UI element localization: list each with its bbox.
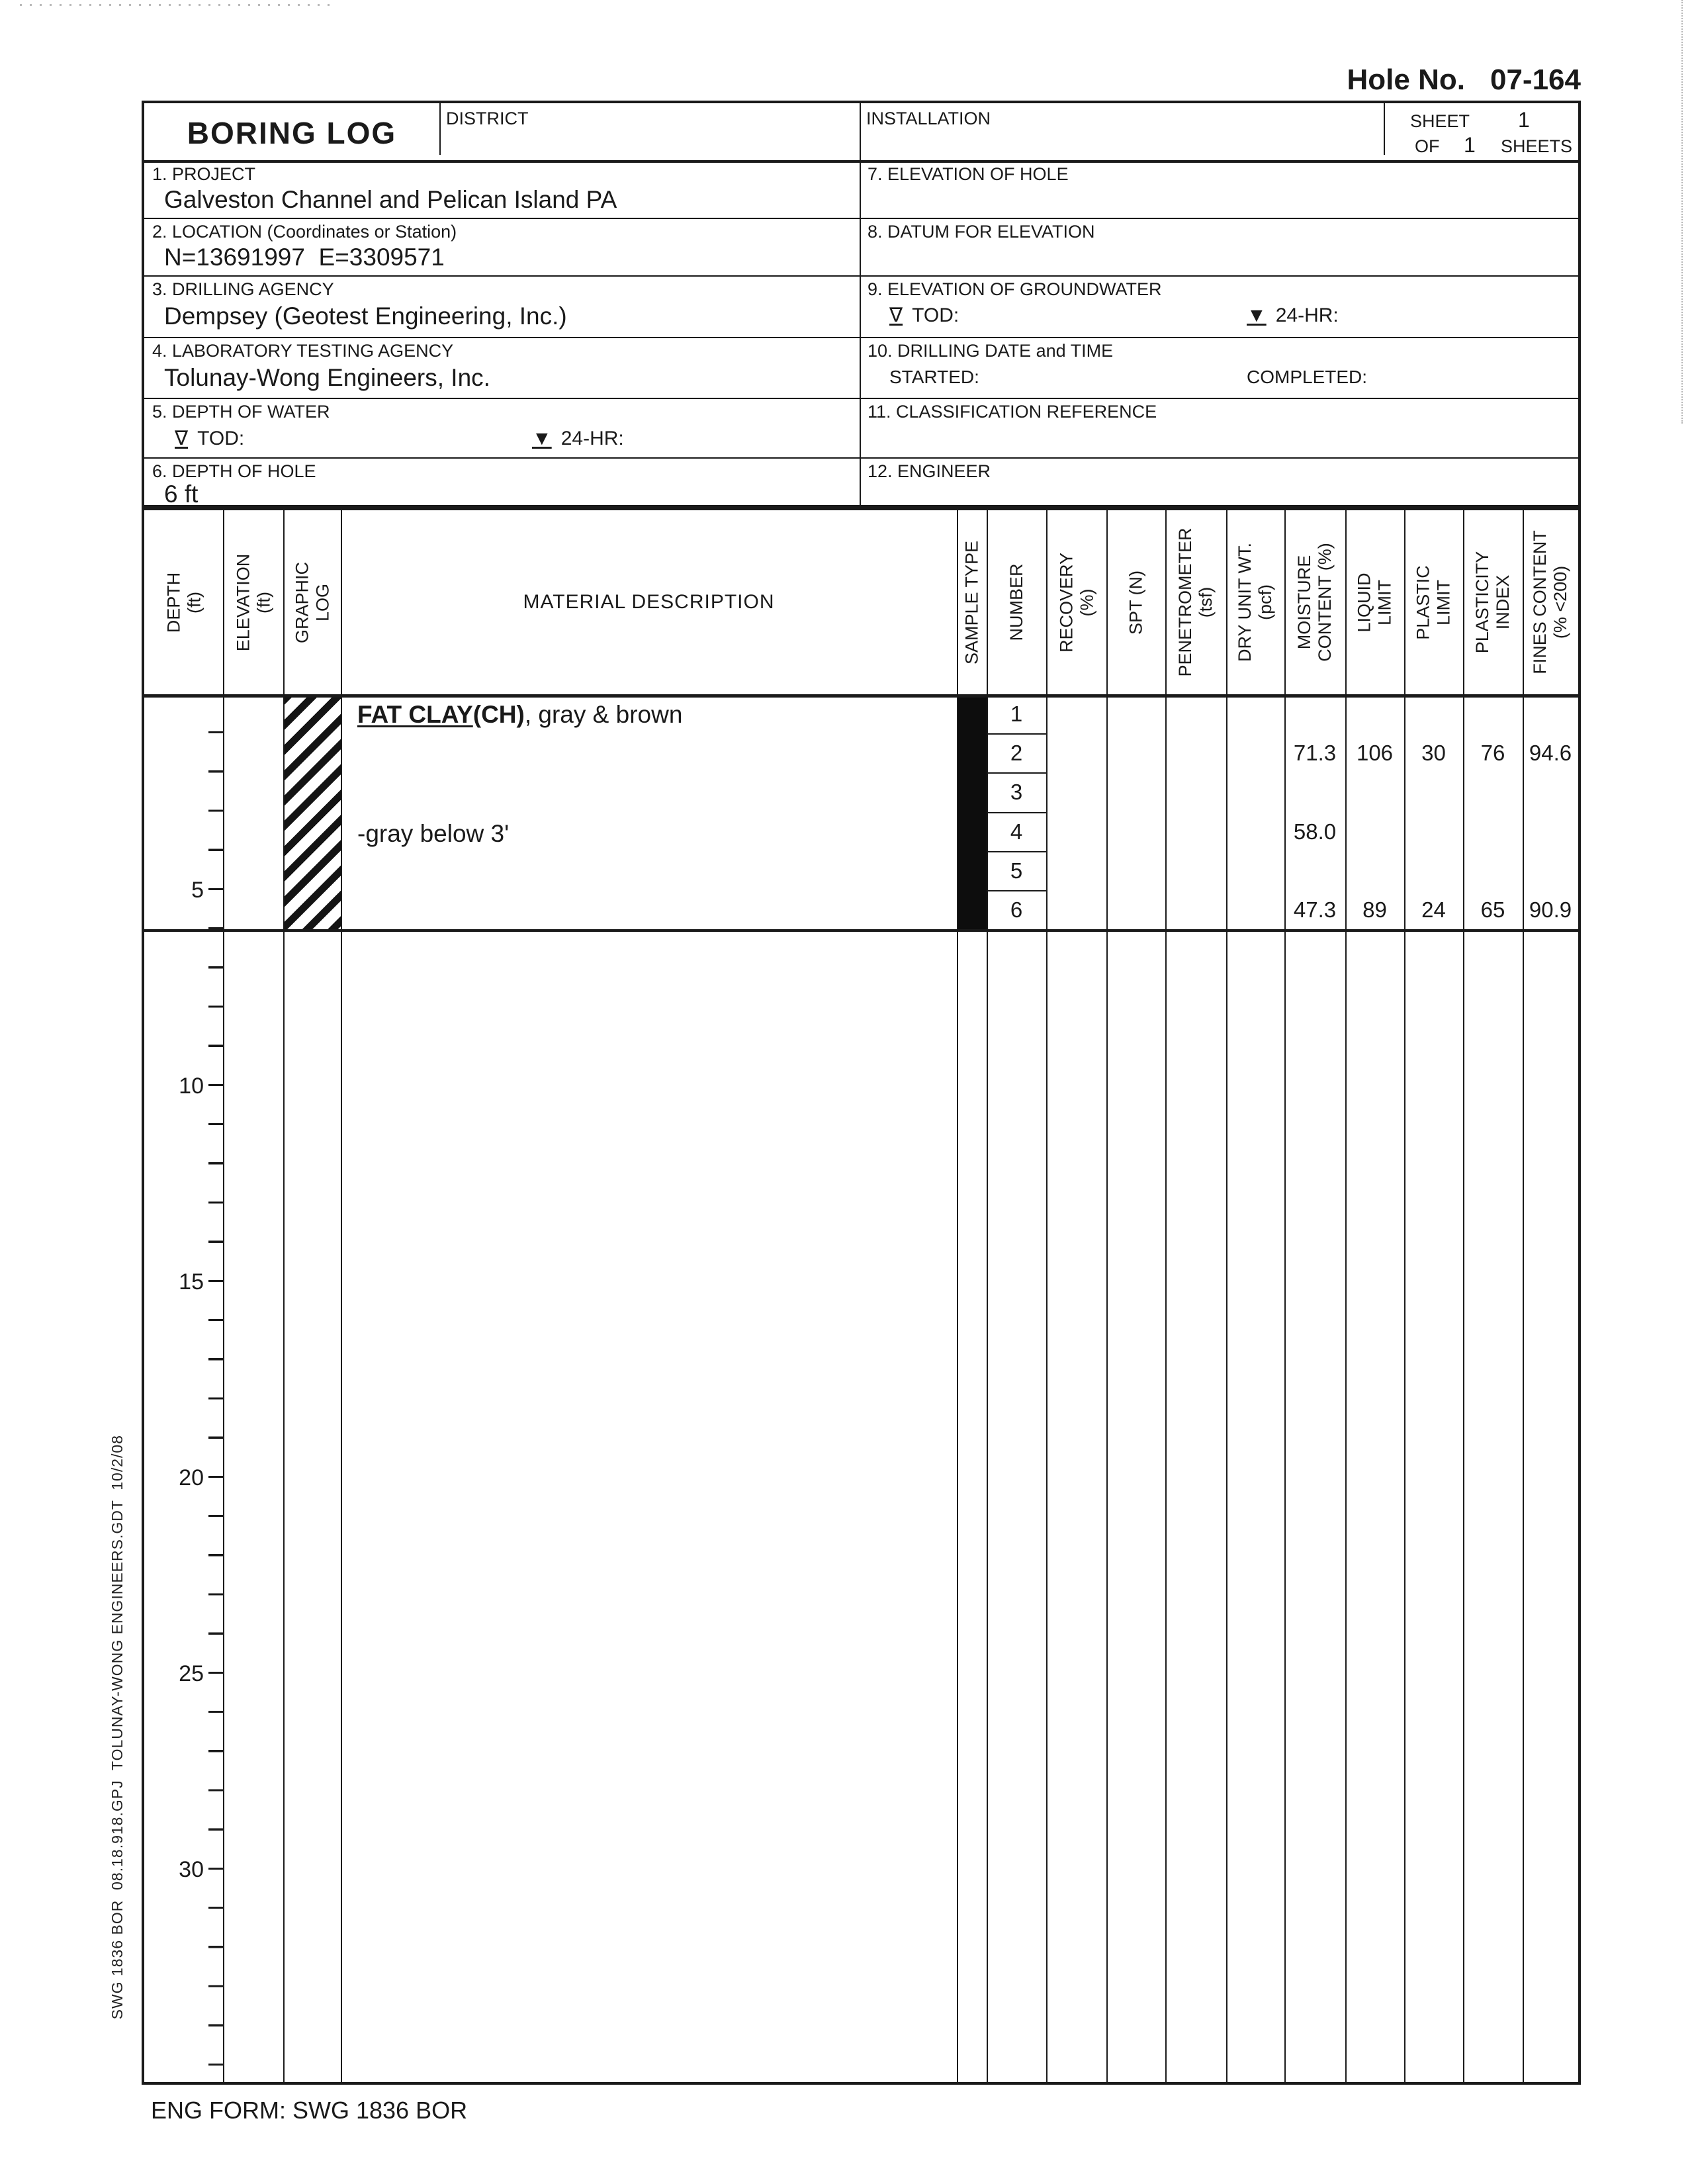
- grid-line: [1226, 510, 1227, 2082]
- column-header-line: FINES CONTENT: [1530, 530, 1550, 674]
- tod-label: TOD:: [197, 428, 245, 449]
- sample-number-1: 1: [1010, 702, 1023, 726]
- sidebar-file-text: SWG 1836 BOR 08.18.918.GPJ TOLUNAY-WONG ENGINEERS.GDT 10/2/08: [109, 1435, 126, 2020]
- sheet-number: 1: [1518, 108, 1530, 132]
- recovery-column-header: [1047, 520, 1107, 686]
- sample-number-6: 6: [1010, 897, 1023, 922]
- sheets-label: SHEETS: [1501, 136, 1573, 156]
- column-header-line: LIMIT: [1374, 580, 1394, 626]
- depth-hole-value: 6 ft: [164, 480, 199, 508]
- number-column-header: [987, 520, 1046, 685]
- location-label: 2. LOCATION (Coordinates or Station): [152, 222, 457, 242]
- depth-label-20: 20: [179, 1465, 204, 1490]
- groundwater-tod: [889, 304, 959, 327]
- spt-column-header: [1107, 520, 1166, 686]
- depth-label-5: 5: [191, 878, 204, 903]
- water-symbol-filled-icon: ▼: [532, 428, 552, 449]
- column-header-line: PLASTICITY: [1472, 551, 1492, 654]
- column-header-line: (%): [1077, 588, 1096, 617]
- plasticity-index-value-s2: 76: [1480, 741, 1505, 765]
- column-header-line: DEPTH: [163, 572, 183, 633]
- sheet-of-label: OF: [1415, 136, 1440, 156]
- drilling-agency-label: 3. DRILLING AGENCY: [152, 279, 334, 299]
- column-header-line: (pcf): [1255, 584, 1275, 620]
- grid-line: [439, 103, 441, 155]
- drilling-date-label: 10. DRILLING DATE and TIME: [868, 341, 1114, 361]
- moisture-value-s6: 47.3: [1293, 897, 1337, 922]
- log-table: [142, 508, 1581, 2085]
- depth-label-10: 10: [179, 1073, 204, 1099]
- elevation-column-header: [224, 520, 284, 686]
- column-header-line: (% <200): [1550, 565, 1570, 639]
- grid-line: [144, 337, 1578, 338]
- column-header-line: DRY UNIT WT.: [1235, 542, 1255, 662]
- fines-content-value-s6: 90.9: [1529, 897, 1572, 922]
- moisture-value-s4: 58.0: [1293, 819, 1337, 844]
- water-symbol-filled-icon: ▼: [1247, 304, 1267, 326]
- grid-line: [144, 218, 1578, 219]
- scan-edge-artifact: [1681, 0, 1683, 424]
- depth-water-tod: [175, 428, 244, 450]
- drilling-agency-value: Dempsey (Geotest Engineering, Inc.): [164, 302, 567, 330]
- column-header-line: RECOVERY: [1056, 552, 1076, 653]
- graphic-log-hatch: [285, 694, 341, 929]
- column-header-line: (ft): [184, 592, 204, 614]
- column-header-line: MOISTURE: [1294, 555, 1314, 650]
- plastic-limit-column-header: [1404, 520, 1463, 686]
- started-label: STARTED:: [889, 367, 979, 387]
- plastic-limit-value-s2: 30: [1421, 741, 1446, 765]
- stratum-bottom-line: [144, 929, 1578, 932]
- dry-unit-wt-column-header: [1226, 520, 1284, 685]
- grid-line: [144, 160, 1578, 163]
- grid-line: [1046, 510, 1048, 2082]
- water-symbol-empty-icon: ∇: [889, 304, 903, 326]
- plasticity-index-value-s6: 65: [1480, 897, 1505, 922]
- hole-number-value: 07-164: [1490, 64, 1581, 96]
- grid-line: [860, 103, 861, 505]
- column-header-line: PLASTIC: [1413, 565, 1433, 640]
- classification-label: 11. CLASSIFICATION REFERENCE: [868, 402, 1157, 422]
- soil-symbol: (CH): [472, 701, 525, 728]
- grid-line: [144, 457, 1578, 459]
- engineer-label: 12. ENGINEER: [868, 461, 991, 481]
- depth-hole-label: 6. DEPTH OF HOLE: [152, 461, 316, 481]
- groundwater-label: 9. ELEVATION OF GROUNDWATER: [868, 279, 1162, 299]
- column-header-line: LIQUID: [1354, 572, 1374, 633]
- plasticity-index-column-header: [1463, 520, 1523, 685]
- hr24-label: 24-HR:: [560, 428, 624, 449]
- soil-name: FAT CLAY: [357, 701, 473, 728]
- material-description-note: -gray below 3': [357, 820, 510, 847]
- grid-line: [144, 275, 1578, 277]
- moisture-column-header: [1284, 520, 1345, 685]
- project-value: Galveston Channel and Pelican Island PA: [164, 186, 617, 213]
- material-description-title: [357, 701, 682, 729]
- grid-line: [144, 398, 1578, 399]
- datum-label: 8. DATUM FOR ELEVATION: [868, 222, 1095, 242]
- plastic-limit-value-s6: 24: [1421, 897, 1446, 922]
- material-description-column-header: MATERIAL DESCRIPTION: [523, 591, 775, 613]
- grid-line: [1384, 103, 1385, 155]
- grid-line: [1106, 510, 1108, 2082]
- tod-label: TOD:: [912, 304, 959, 326]
- column-header-line: INDEX: [1493, 574, 1513, 630]
- hole-number-label: Hole No.: [1347, 64, 1465, 96]
- hr24-label: 24-HR:: [1275, 304, 1339, 326]
- district-label: DISTRICT: [446, 109, 529, 128]
- column-header-line: SAMPLE TYPE: [961, 540, 982, 665]
- depth-label-25: 25: [179, 1661, 204, 1686]
- depth-column-header: [145, 520, 224, 686]
- grid-line: [987, 812, 1046, 813]
- lab-agency-label: 4. LABORATORY TESTING AGENCY: [152, 341, 454, 361]
- column-header-line: NUMBER: [1006, 563, 1026, 641]
- column-header-line: CONTENT (%): [1315, 543, 1335, 662]
- project-label: 1. PROJECT: [152, 164, 256, 184]
- moisture-value-s2: 71.3: [1293, 741, 1337, 765]
- sample-type-bar: [958, 694, 987, 929]
- form-footer: ENG FORM: SWG 1836 BOR: [151, 2097, 468, 2124]
- sheets-count: 1: [1464, 133, 1476, 157]
- hole-number-heading: [1347, 64, 1581, 97]
- grid-line: [987, 851, 1046, 852]
- grid-line: [341, 510, 342, 2082]
- grid-line: [1165, 510, 1167, 2082]
- column-header-line: LIMIT: [1433, 580, 1453, 626]
- depth-water-24hr: [532, 428, 624, 450]
- column-header-line: (ft): [253, 592, 273, 614]
- liquid-limit-value-s6: 89: [1362, 897, 1387, 922]
- graphic-log-column-header: [284, 520, 341, 686]
- column-header-line: LOG: [312, 583, 332, 622]
- sheet-label: SHEET: [1410, 111, 1470, 131]
- soil-modifiers: , gray & brown: [524, 701, 683, 728]
- location-value: N=13691997 E=3309571: [164, 244, 445, 271]
- installation-label: INSTALLATION: [866, 109, 991, 128]
- penetrometer-column-header: [1165, 520, 1226, 685]
- column-header-line: PENETROMETER: [1175, 527, 1195, 677]
- depth-tick-ruler: [208, 694, 223, 2082]
- depth-water-label: 5. DEPTH OF WATER: [152, 402, 330, 422]
- column-header-line: (tsf): [1196, 586, 1216, 618]
- sample-number-2: 2: [1010, 741, 1023, 765]
- lab-agency-value: Tolunay-Wong Engineers, Inc.: [164, 364, 490, 391]
- depth-label-15: 15: [179, 1269, 204, 1295]
- sample-number-3: 3: [1010, 780, 1023, 804]
- elevation-hole-label: 7. ELEVATION OF HOLE: [868, 164, 1069, 184]
- grid-line: [987, 890, 1046, 891]
- column-header-line: GRAPHIC: [292, 561, 312, 644]
- scan-noise: [20, 4, 331, 6]
- water-symbol-empty-icon: ∇: [175, 428, 189, 449]
- fines-content-column-header: [1523, 520, 1578, 685]
- column-header-line: ELEVATION: [233, 553, 253, 652]
- sample-type-column-header: [958, 520, 987, 686]
- sample-number-4: 4: [1010, 819, 1023, 844]
- form-title: BORING LOG: [187, 116, 397, 150]
- sample-number-5: 5: [1010, 858, 1023, 883]
- liquid-limit-column-header: [1345, 520, 1404, 686]
- header-form-table: [142, 101, 1581, 508]
- grid-line: [987, 772, 1046, 774]
- fines-content-value-s2: 94.6: [1529, 741, 1572, 765]
- column-header-line: SPT (N): [1126, 570, 1146, 635]
- grid-line: [144, 694, 1578, 698]
- completed-label: COMPLETED:: [1247, 367, 1368, 387]
- liquid-limit-value-s2: 106: [1356, 741, 1394, 765]
- depth-label-30: 30: [179, 1857, 204, 1882]
- groundwater-24hr: [1247, 304, 1339, 327]
- grid-line: [223, 510, 224, 2082]
- grid-line: [987, 733, 1046, 735]
